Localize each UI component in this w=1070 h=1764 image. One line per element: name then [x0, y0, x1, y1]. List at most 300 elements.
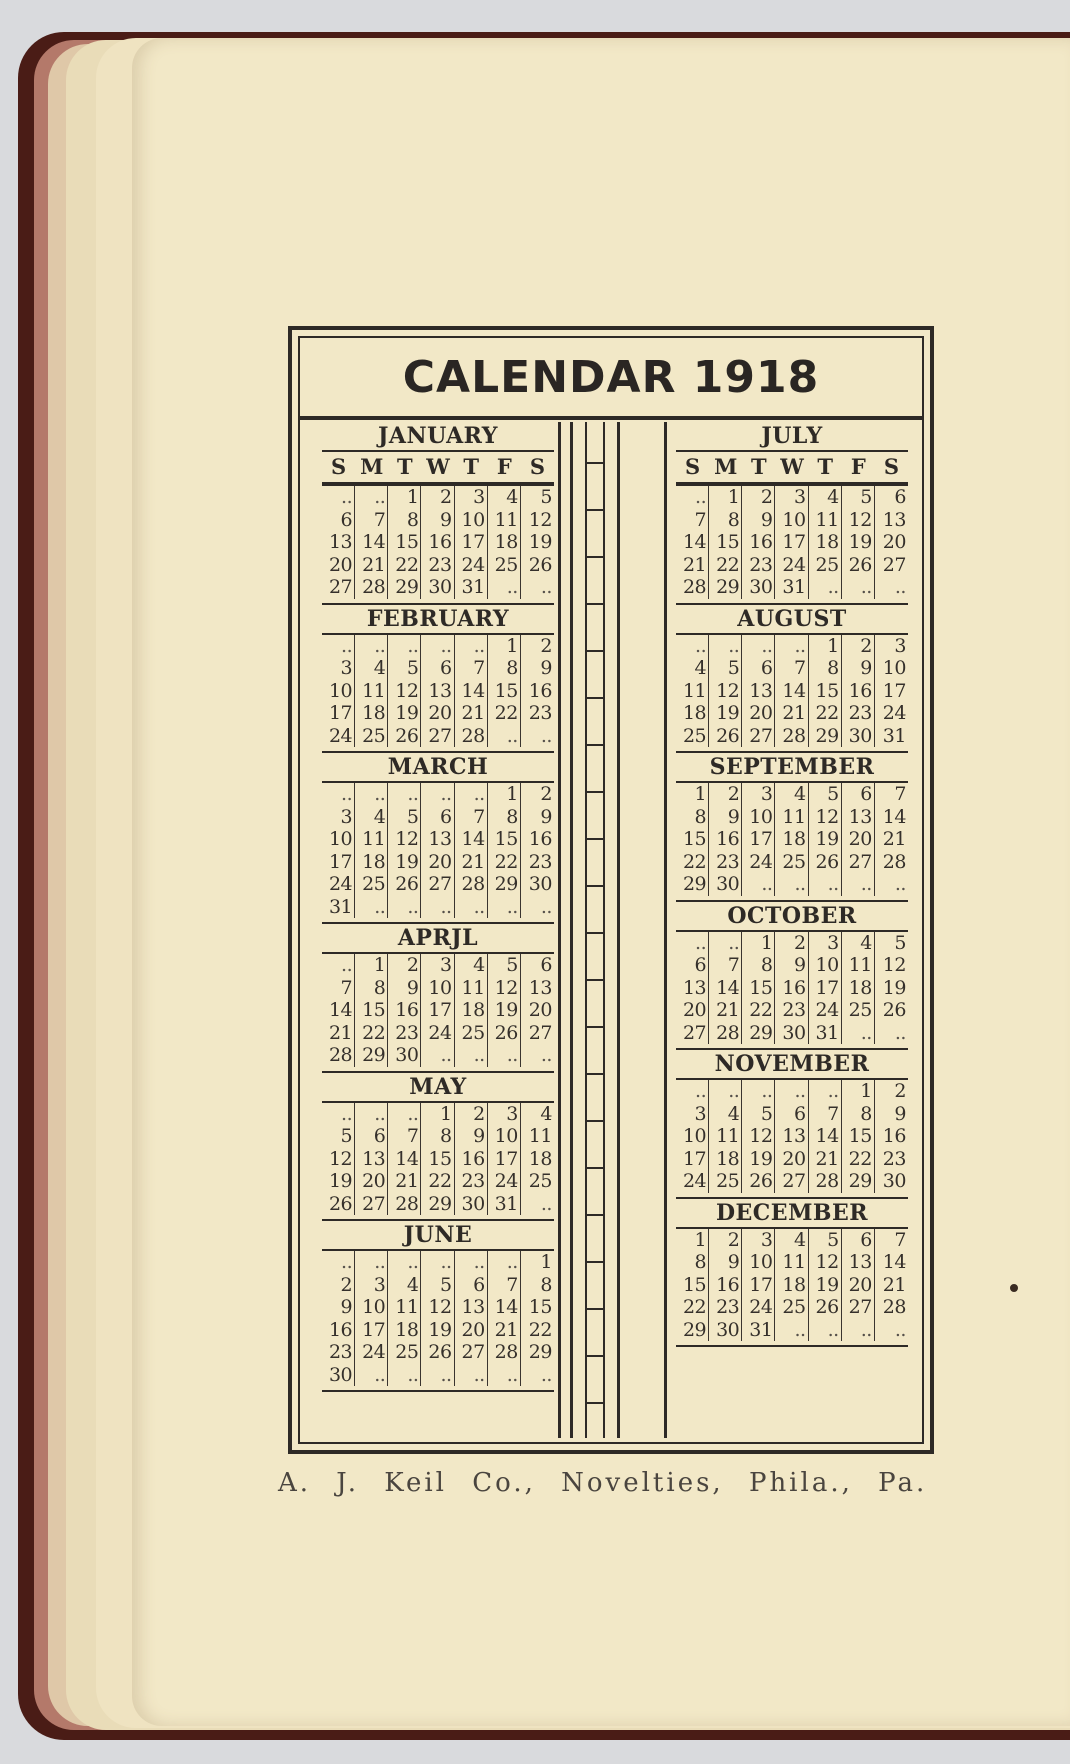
empty-day-cell: .. — [540, 576, 552, 598]
empty-day-cell: .. — [540, 1363, 552, 1386]
day-cell: 19 — [809, 1274, 842, 1297]
day-cell: 25 — [775, 1296, 808, 1319]
day-cell: 17 — [322, 702, 355, 725]
empty-day-cell: .. — [676, 635, 709, 658]
day-cell: 27 — [421, 725, 454, 748]
day-cell: 26 — [488, 1022, 521, 1045]
spine-tick — [585, 791, 605, 793]
empty-day-cell: .. — [421, 1044, 454, 1067]
day-cell: 12 — [528, 508, 552, 531]
day-cell: 26 — [809, 851, 842, 874]
spine-tick — [585, 462, 605, 464]
day-cell: 15 — [809, 680, 842, 703]
day-cell: 15 — [709, 531, 742, 554]
day-cell: 9 — [709, 1251, 742, 1274]
day-cell: 4 — [488, 486, 521, 509]
empty-day-cell: .. — [676, 486, 709, 509]
month-rule — [322, 1386, 554, 1392]
day-cell: 3 — [742, 783, 775, 806]
day-cell: 23 — [775, 999, 808, 1022]
weekday-label: T — [817, 454, 833, 479]
day-cell: 6 — [355, 1125, 388, 1148]
day-cell: 9 — [540, 657, 552, 679]
empty-day-cell: .. — [388, 1251, 421, 1274]
day-cell: 14 — [709, 977, 742, 1000]
day-cell: 16 — [322, 1319, 355, 1342]
day-cell: 11 — [709, 1125, 742, 1148]
day-cell: 16 — [455, 1148, 488, 1171]
spine-tick — [585, 1355, 605, 1357]
day-cell: 7 — [455, 806, 488, 829]
day-cell: 16 — [882, 1125, 906, 1147]
day-cell: 2 — [322, 1274, 355, 1297]
day-cell: 29 — [488, 873, 521, 896]
day-cell: 3 — [355, 1274, 388, 1297]
empty-day-cell: .. — [455, 1364, 488, 1387]
day-cell: 24 — [455, 554, 488, 577]
day-cell: 9 — [455, 1125, 488, 1148]
empty-day-cell: .. — [488, 1251, 521, 1274]
day-cell: 17 — [421, 999, 454, 1022]
day-cell: 12 — [809, 1251, 842, 1274]
day-cell: 12 — [388, 828, 421, 851]
day-cell: 6 — [421, 806, 454, 829]
day-cell: 13 — [842, 1251, 875, 1274]
empty-day-cell: .. — [842, 1319, 875, 1342]
day-cell: 10 — [742, 1251, 775, 1274]
day-cell: 26 — [388, 873, 421, 896]
empty-day-cell: .. — [488, 1044, 521, 1067]
day-cell: 21 — [676, 554, 709, 577]
day-cell: 4 — [355, 806, 388, 829]
day-cell: 13 — [676, 977, 709, 1000]
empty-day-cell: .. — [540, 1192, 552, 1215]
day-cell: 16 — [528, 828, 552, 850]
day-cell: 5 — [809, 1229, 842, 1252]
day-cell: 19 — [322, 1170, 355, 1193]
day-cell: 8 — [421, 1125, 454, 1148]
day-cell: 18 — [355, 851, 388, 874]
day-cell: 9 — [842, 657, 875, 680]
day-cell: 16 — [775, 977, 808, 1000]
day-cell: 29 — [388, 576, 421, 599]
day-cell: 23 — [709, 1296, 742, 1319]
empty-day-cell: .. — [322, 1103, 355, 1126]
day-cell: 6 — [676, 954, 709, 977]
day-cell: 24 — [742, 1296, 775, 1319]
empty-day-cell: .. — [455, 783, 488, 806]
spine-rule — [585, 422, 587, 1438]
day-cell: 22 — [355, 1022, 388, 1045]
day-grid — [676, 484, 908, 599]
day-cell: 29 — [742, 1022, 775, 1045]
day-cell: 10 — [742, 806, 775, 829]
day-cell: 14 — [676, 531, 709, 554]
empty-day-cell: .. — [842, 576, 875, 599]
day-cell: 28 — [676, 576, 709, 599]
day-cell: 20 — [421, 702, 454, 725]
day-cell: 25 — [528, 1170, 552, 1192]
weekday-label: T — [463, 454, 479, 479]
day-cell: 21 — [882, 828, 906, 850]
day-cell: 16 — [421, 531, 454, 554]
day-cell: 15 — [742, 977, 775, 1000]
day-cell: 17 — [676, 1148, 709, 1171]
day-cell: 9 — [540, 805, 552, 828]
day-cell: 27 — [882, 553, 906, 576]
empty-day-cell: .. — [742, 635, 775, 658]
day-cell: 19 — [809, 828, 842, 851]
day-cell: 29 — [528, 1341, 552, 1363]
day-cell: 12 — [809, 806, 842, 829]
empty-day-cell: .. — [709, 932, 742, 955]
day-cell: 29 — [709, 576, 742, 599]
day-cell: 12 — [709, 680, 742, 703]
day-cell: 7 — [894, 1228, 906, 1251]
column-divider — [664, 422, 667, 1438]
empty-day-cell: .. — [809, 873, 842, 896]
spine-tick — [585, 1308, 605, 1310]
empty-day-cell: .. — [322, 783, 355, 806]
day-cell: 11 — [842, 954, 875, 977]
day-cell: 24 — [355, 1341, 388, 1364]
day-cell: 2 — [540, 783, 552, 805]
day-cell: 10 — [809, 954, 842, 977]
empty-day-cell: .. — [894, 873, 906, 895]
day-cell: 20 — [676, 999, 709, 1022]
day-cell: 29 — [421, 1193, 454, 1216]
day-cell: 19 — [488, 999, 521, 1022]
empty-day-cell: .. — [355, 896, 388, 919]
day-cell: 18 — [388, 1319, 421, 1342]
day-cell: 1 — [421, 1103, 454, 1126]
day-cell: 2 — [421, 486, 454, 509]
day-cell: 7 — [322, 977, 355, 1000]
day-cell: 15 — [421, 1148, 454, 1171]
day-cell: 3 — [775, 486, 808, 509]
month-name: NOVEMBER — [714, 1051, 870, 1077]
weekday-label: S — [330, 454, 347, 479]
day-cell: 13 — [355, 1148, 388, 1171]
month-block — [676, 1199, 908, 1348]
month-block — [322, 753, 554, 924]
day-cell: 19 — [842, 531, 875, 554]
empty-day-cell: .. — [322, 486, 355, 509]
day-cell: 11 — [775, 1251, 808, 1274]
day-cell: 14 — [775, 680, 808, 703]
day-cell: 26 — [709, 725, 742, 748]
day-cell: 21 — [388, 1170, 421, 1193]
day-cell: 12 — [742, 1125, 775, 1148]
day-cell: 3 — [894, 634, 906, 657]
day-cell: 21 — [809, 1148, 842, 1171]
weekday-label: S — [883, 454, 899, 479]
ruled-spine — [570, 422, 620, 1438]
month-name: OCTOBER — [727, 902, 857, 929]
day-cell: 7 — [388, 1125, 421, 1148]
empty-day-cell: .. — [355, 1251, 388, 1274]
day-cell: 4 — [775, 783, 808, 806]
calendar-title-row — [300, 338, 922, 420]
day-cell: 14 — [355, 531, 388, 554]
day-cell: 10 — [355, 1296, 388, 1319]
day-cell: 19 — [882, 976, 906, 999]
day-cell: 19 — [528, 531, 552, 553]
empty-day-cell: .. — [455, 1044, 488, 1067]
day-cell: 30 — [388, 1044, 421, 1067]
empty-day-cell: .. — [355, 783, 388, 806]
empty-day-cell: .. — [421, 783, 454, 806]
spine-tick — [585, 650, 605, 652]
empty-day-cell: .. — [421, 1251, 454, 1274]
empty-day-cell: .. — [842, 873, 875, 896]
empty-day-cell: .. — [388, 1103, 421, 1126]
day-cell: 23 — [388, 1022, 421, 1045]
day-cell: 22 — [388, 554, 421, 577]
day-cell: 18 — [842, 977, 875, 1000]
day-cell: 31 — [775, 576, 808, 599]
day-cell: 19 — [709, 702, 742, 725]
day-cell: 9 — [709, 806, 742, 829]
day-cell: 10 — [455, 509, 488, 532]
day-cell: 31 — [322, 896, 355, 919]
day-cell: 14 — [882, 1251, 906, 1273]
month-name: FEBRUARY — [366, 605, 510, 632]
day-cell: 17 — [322, 851, 355, 874]
day-grid — [676, 633, 908, 748]
day-cell: 28 — [882, 850, 906, 873]
day-cell: 26 — [421, 1341, 454, 1364]
weekday-label: F — [496, 454, 512, 479]
day-cell: 30 — [322, 1364, 355, 1387]
day-cell: 27 — [322, 576, 355, 599]
month-block — [322, 605, 554, 754]
day-cell: 24 — [775, 554, 808, 577]
day-cell: 30 — [709, 873, 742, 896]
day-cell: 13 — [421, 680, 454, 703]
empty-day-cell: .. — [388, 783, 421, 806]
day-cell: 29 — [676, 1319, 709, 1342]
spine-tick — [585, 1167, 605, 1169]
day-cell: 23 — [322, 1341, 355, 1364]
day-cell: 5 — [421, 1274, 454, 1297]
day-cell: 1 — [388, 486, 421, 509]
empty-day-cell: .. — [894, 1318, 906, 1341]
day-cell: 18 — [775, 1274, 808, 1297]
day-cell: 5 — [540, 486, 552, 508]
day-cell: 9 — [742, 509, 775, 532]
day-cell: 21 — [355, 554, 388, 577]
day-cell: 5 — [742, 1103, 775, 1126]
month-block — [676, 422, 908, 605]
day-cell: 8 — [676, 1251, 709, 1274]
spine-tick — [585, 556, 605, 558]
day-cell: 14 — [882, 805, 906, 828]
day-cell: 13 — [775, 1125, 808, 1148]
day-cell: 25 — [355, 725, 388, 748]
day-cell: 3 — [322, 806, 355, 829]
empty-day-cell: .. — [455, 896, 488, 919]
day-cell: 16 — [742, 531, 775, 554]
day-cell: 2 — [709, 1229, 742, 1252]
day-cell: 2 — [709, 783, 742, 806]
weekday-label: M — [360, 454, 384, 479]
day-cell: 23 — [528, 702, 552, 724]
empty-day-cell: .. — [388, 635, 421, 658]
day-cell: 29 — [842, 1170, 875, 1193]
day-cell: 11 — [488, 509, 521, 532]
spine-tick — [585, 932, 605, 934]
empty-day-cell: .. — [421, 896, 454, 919]
day-cell: 27 — [742, 725, 775, 748]
day-cell: 17 — [775, 531, 808, 554]
spine-tick — [585, 979, 605, 981]
empty-day-cell: .. — [775, 1319, 808, 1342]
empty-day-cell: .. — [488, 896, 521, 919]
month-name: APRJL — [397, 925, 479, 951]
day-cell: 3 — [421, 954, 454, 977]
day-cell: 3 — [488, 1103, 521, 1126]
day-cell: 2 — [455, 1103, 488, 1126]
month-block — [676, 753, 908, 902]
spine-tick — [585, 885, 605, 887]
day-cell: 23 — [709, 851, 742, 874]
day-cell: 17 — [809, 977, 842, 1000]
month-name: JANUARY — [378, 423, 498, 449]
day-cell: 3 — [676, 1103, 709, 1126]
left-months-column — [322, 422, 554, 1392]
empty-day-cell: .. — [322, 635, 355, 658]
day-cell: 1 — [676, 783, 709, 806]
empty-day-cell: .. — [355, 635, 388, 658]
day-cell: 10 — [488, 1125, 521, 1148]
day-cell: 26 — [809, 1296, 842, 1319]
day-cell: 6 — [455, 1274, 488, 1297]
day-cell: 1 — [355, 954, 388, 977]
day-cell: 14 — [809, 1125, 842, 1148]
day-cell: 22 — [488, 851, 521, 874]
spine-tick — [585, 1214, 605, 1216]
empty-day-cell: .. — [455, 1251, 488, 1274]
day-cell: 6 — [540, 954, 552, 976]
day-cell: 12 — [388, 680, 421, 703]
day-cell: 28 — [488, 1341, 521, 1364]
day-cell: 6 — [775, 1103, 808, 1126]
day-cell: 27 — [676, 1022, 709, 1045]
right-months-column — [676, 422, 908, 1347]
empty-day-cell: .. — [322, 954, 355, 977]
day-cell: 25 — [388, 1341, 421, 1364]
day-cell: 21 — [882, 1273, 906, 1296]
spine-tick — [585, 838, 605, 840]
day-cell: 13 — [882, 508, 906, 531]
empty-day-cell: .. — [894, 1021, 906, 1044]
day-cell: 31 — [742, 1319, 775, 1342]
day-cell: 14 — [455, 680, 488, 703]
day-cell: 18 — [488, 531, 521, 554]
day-cell: 1 — [676, 1229, 709, 1252]
day-cell: 10 — [322, 680, 355, 703]
day-cell: 14 — [488, 1296, 521, 1319]
day-cell: 18 — [676, 702, 709, 725]
day-cell: 4 — [842, 932, 875, 955]
day-cell: 24 — [421, 1022, 454, 1045]
day-cell: 8 — [742, 954, 775, 977]
day-cell: 28 — [355, 576, 388, 599]
day-cell: 3 — [742, 1229, 775, 1252]
weekday-label: W — [780, 454, 804, 479]
day-cell: 13 — [528, 976, 552, 999]
day-cell: 6 — [842, 783, 875, 806]
day-cell: 16 — [388, 999, 421, 1022]
day-cell: 2 — [842, 635, 875, 658]
day-cell: 2 — [894, 1080, 906, 1102]
day-cell: 20 — [421, 851, 454, 874]
day-cell: 5 — [388, 806, 421, 829]
empty-day-cell: .. — [775, 1080, 808, 1103]
day-cell: 18 — [809, 531, 842, 554]
day-cell: 30 — [709, 1319, 742, 1342]
day-cell: 10 — [322, 828, 355, 851]
spine-tick — [585, 1120, 605, 1122]
empty-day-cell: .. — [540, 1044, 552, 1066]
day-cell: 5 — [322, 1125, 355, 1148]
day-cell: 13 — [455, 1296, 488, 1319]
day-cell: 12 — [842, 509, 875, 532]
day-cell: 11 — [528, 1125, 552, 1147]
day-cell: 18 — [709, 1148, 742, 1171]
day-cell: 14 — [455, 828, 488, 851]
day-cell: 22 — [809, 702, 842, 725]
day-cell: 22 — [421, 1170, 454, 1193]
weekday-label: W — [426, 454, 450, 479]
day-cell: 22 — [676, 1296, 709, 1319]
day-cell: 8 — [540, 1273, 552, 1296]
day-cell: 8 — [676, 806, 709, 829]
empty-day-cell: .. — [355, 486, 388, 509]
day-cell: 15 — [388, 531, 421, 554]
weekday-label: M — [714, 454, 738, 479]
day-cell: 22 — [528, 1318, 552, 1341]
day-cell: 27 — [842, 1296, 875, 1319]
day-cell: 24 — [882, 702, 906, 724]
day-cell: 23 — [421, 554, 454, 577]
empty-day-cell: .. — [742, 1080, 775, 1103]
day-grid — [322, 1101, 554, 1216]
day-cell: 24 — [742, 851, 775, 874]
day-cell: 26 — [842, 554, 875, 577]
day-cell: 15 — [528, 1296, 552, 1318]
day-cell: 28 — [455, 873, 488, 896]
day-cell: 17 — [742, 1274, 775, 1297]
day-cell: 7 — [488, 1274, 521, 1297]
day-cell: 8 — [355, 977, 388, 1000]
day-cell: 20 — [775, 1148, 808, 1171]
day-cell: 30 — [421, 576, 454, 599]
day-grid — [322, 484, 554, 599]
day-cell: 24 — [322, 873, 355, 896]
calendar-title: CALENDAR 1918 — [402, 351, 820, 403]
day-cell: 25 — [676, 725, 709, 748]
day-cell: 8 — [709, 509, 742, 532]
empty-day-cell: .. — [388, 1364, 421, 1387]
day-cell: 13 — [322, 531, 355, 554]
empty-day-cell: .. — [709, 1080, 742, 1103]
day-cell: 16 — [709, 1274, 742, 1297]
day-grid — [676, 1078, 908, 1193]
day-cell: 6 — [322, 509, 355, 532]
day-cell: 15 — [355, 999, 388, 1022]
